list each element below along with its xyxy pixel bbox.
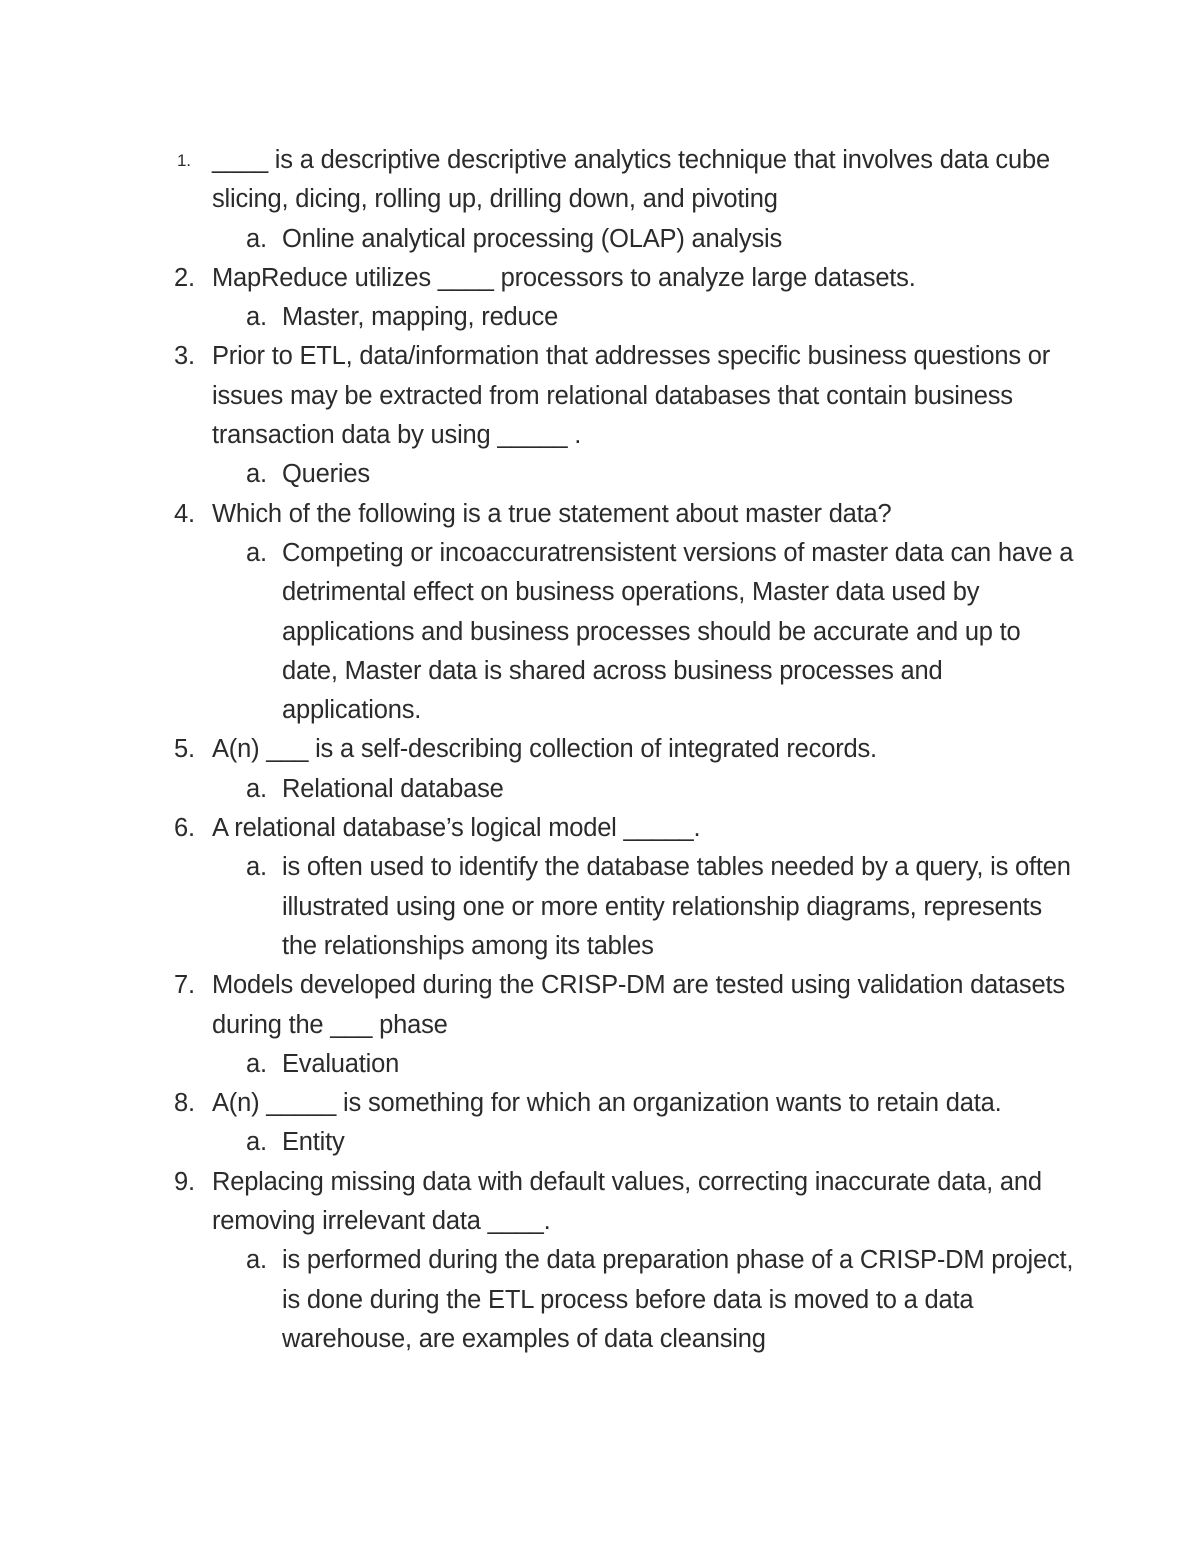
answer-label: a.	[246, 1246, 267, 1275]
question-item-3	[0, 337, 1200, 494]
answer-label: a.	[246, 224, 267, 253]
question-number: 9.	[174, 1167, 195, 1196]
question-number: 4.	[174, 499, 195, 528]
question-text: A(n) ___ is a self-describing collection of integrated records.	[212, 735, 877, 764]
answer-text: Queries	[282, 460, 370, 489]
answer-text: Evaluation	[282, 1049, 400, 1078]
question-list	[0, 141, 1200, 1359]
question-text: Which of the following is a true statement about master data?	[212, 499, 892, 528]
question-item-8	[0, 1084, 1200, 1163]
answer-text: Relational database	[282, 774, 504, 803]
answer-item	[212, 298, 1080, 337]
answer-label: a.	[246, 853, 267, 882]
answer-item	[212, 1045, 1080, 1084]
question-text: Prior to ETL, data/information that addresses specific business questions or issues may be extracted from relational databases that contain business transaction data by using _____ .	[212, 342, 1051, 450]
question-text: Replacing missing data with default values, correcting inaccurate data, and removing irrelevant data ____.	[212, 1167, 1042, 1236]
answer-item	[212, 534, 1080, 730]
question-item-4	[0, 495, 1200, 731]
answer-item	[212, 770, 1080, 809]
question-number: 1.	[177, 151, 191, 170]
question-number: 5.	[174, 735, 195, 764]
answer-text: Master, mapping, reduce	[282, 303, 559, 332]
answer-label: a.	[246, 460, 267, 489]
answer-item	[212, 848, 1080, 966]
answer-label: a.	[246, 1128, 267, 1157]
answer-text: Online analytical processing (OLAP) analysis	[282, 224, 783, 253]
question-number: 6.	[174, 814, 195, 843]
question-text: A relational database’s logical model _____.	[212, 814, 701, 843]
question-item-9	[0, 1163, 1200, 1359]
question-item-1	[0, 141, 1200, 259]
answer-label: a.	[246, 774, 267, 803]
answer-item	[212, 455, 1080, 494]
question-item-7	[0, 966, 1200, 1084]
question-item-2	[0, 259, 1200, 338]
question-text: ____ is a descriptive descriptive analytics technique that involves data cube slicing, dicing, rolling up, drilling down, and pivoting	[212, 146, 1050, 214]
answer-text: is performed during the data preparation phase of a CRISP-DM project, is done during the ETL process before data is moved to a data warehouse, are examples of data cleansing	[282, 1246, 1074, 1353]
answer-text: is often used to identify the database tables needed by a query, is often illustrated using one or more entity relationship diagrams, represents the relationships among its tables	[282, 853, 1071, 960]
question-text: Models developed during the CRISP-DM are tested using validation datasets during the ___ phase	[212, 971, 1065, 1039]
answer-item	[212, 1241, 1080, 1359]
answer-label: a.	[246, 1049, 267, 1078]
answer-item	[212, 1123, 1080, 1162]
question-text: A(n) _____ is something for which an organization wants to retain data.	[212, 1089, 1002, 1118]
question-number: 2.	[174, 263, 195, 292]
question-number: 8.	[174, 1089, 195, 1118]
answer-label: a.	[246, 303, 267, 332]
question-number: 7.	[174, 971, 195, 1000]
question-item-5	[0, 730, 1200, 809]
question-number: 3.	[174, 342, 195, 371]
answer-label: a.	[246, 538, 267, 567]
answer-item	[212, 220, 1080, 259]
question-text: MapReduce utilizes ____ processors to analyze large datasets.	[212, 263, 916, 292]
answer-text: Competing or incoaccuratrensistent versions of master data can have a detrimental effect on business operations, Master data used by applications and business processes should be accurate and up to date, Master data is shared across business processes and applications.	[282, 538, 1074, 725]
question-item-6	[0, 809, 1200, 966]
answer-text: Entity	[282, 1128, 345, 1157]
